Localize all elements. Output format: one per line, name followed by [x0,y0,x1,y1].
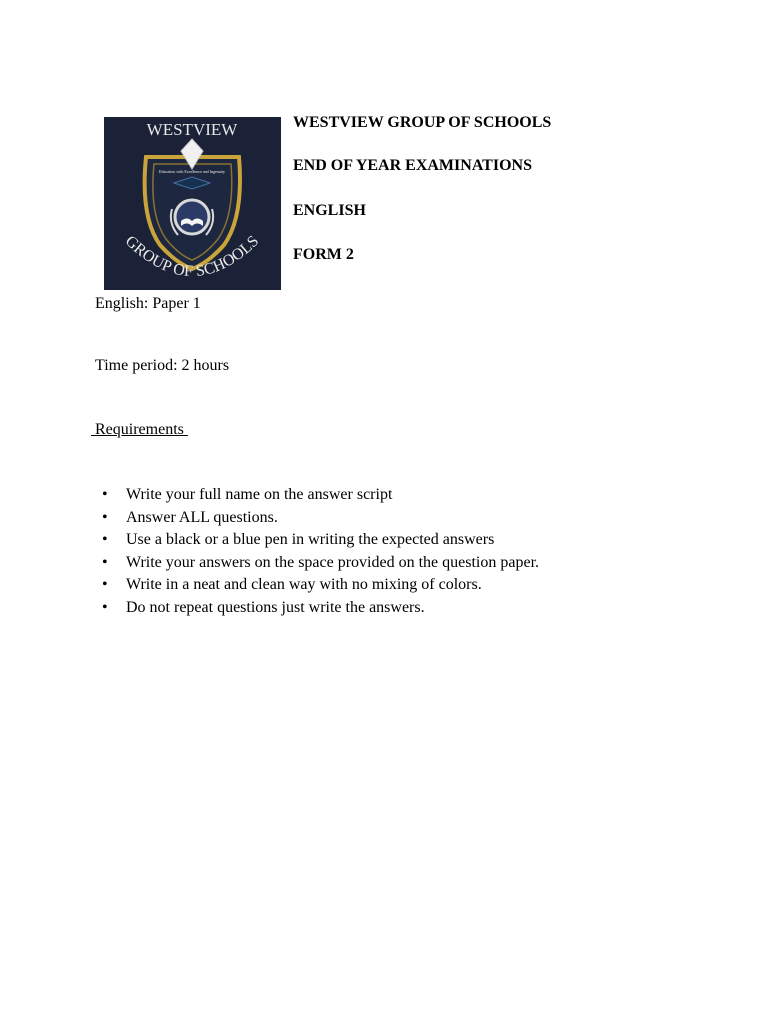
time-period: Time period: 2 hours [95,357,230,374]
form-title: FORM 2 [293,246,354,263]
logo-motto-text: Education with Excellence and Ingenuity [159,169,225,174]
paper-label: English: Paper 1 [95,295,201,312]
bullet-icon: • [102,576,108,593]
requirement-text: Use a black or a blue pen in writing the expected answers [126,531,495,548]
logo-top-text: WESTVIEW [146,120,238,139]
requirement-text: Do not repeat questions just write the answers. [126,598,425,616]
exam-title: END OF YEAR EXAMINATIONS [293,157,532,174]
bullet-icon: • [102,598,108,616]
requirement-text: Write your answers on the space provided on the question paper. [126,553,540,571]
bullet-icon: • [102,553,108,571]
requirement-text: Answer ALL questions. [126,508,278,526]
requirement-text: Write your full name on the answer script [126,486,393,503]
requirement-text: Write in a neat and clean way with no mixing of colors. [126,576,482,593]
bullet-icon: • [102,531,108,548]
bullet-icon: • [102,486,108,503]
school-name: WESTVIEW GROUP OF SCHOOLS [293,114,552,131]
globe-icon [175,200,209,234]
bullet-icon: • [102,508,108,526]
logo-arc-text: GROUP OF SCHOOLS [121,232,263,281]
school-crest-icon [104,117,281,290]
school-logo [104,117,281,290]
requirements-heading: Requirements [91,421,188,438]
subject-title: ENGLISH [293,202,366,219]
